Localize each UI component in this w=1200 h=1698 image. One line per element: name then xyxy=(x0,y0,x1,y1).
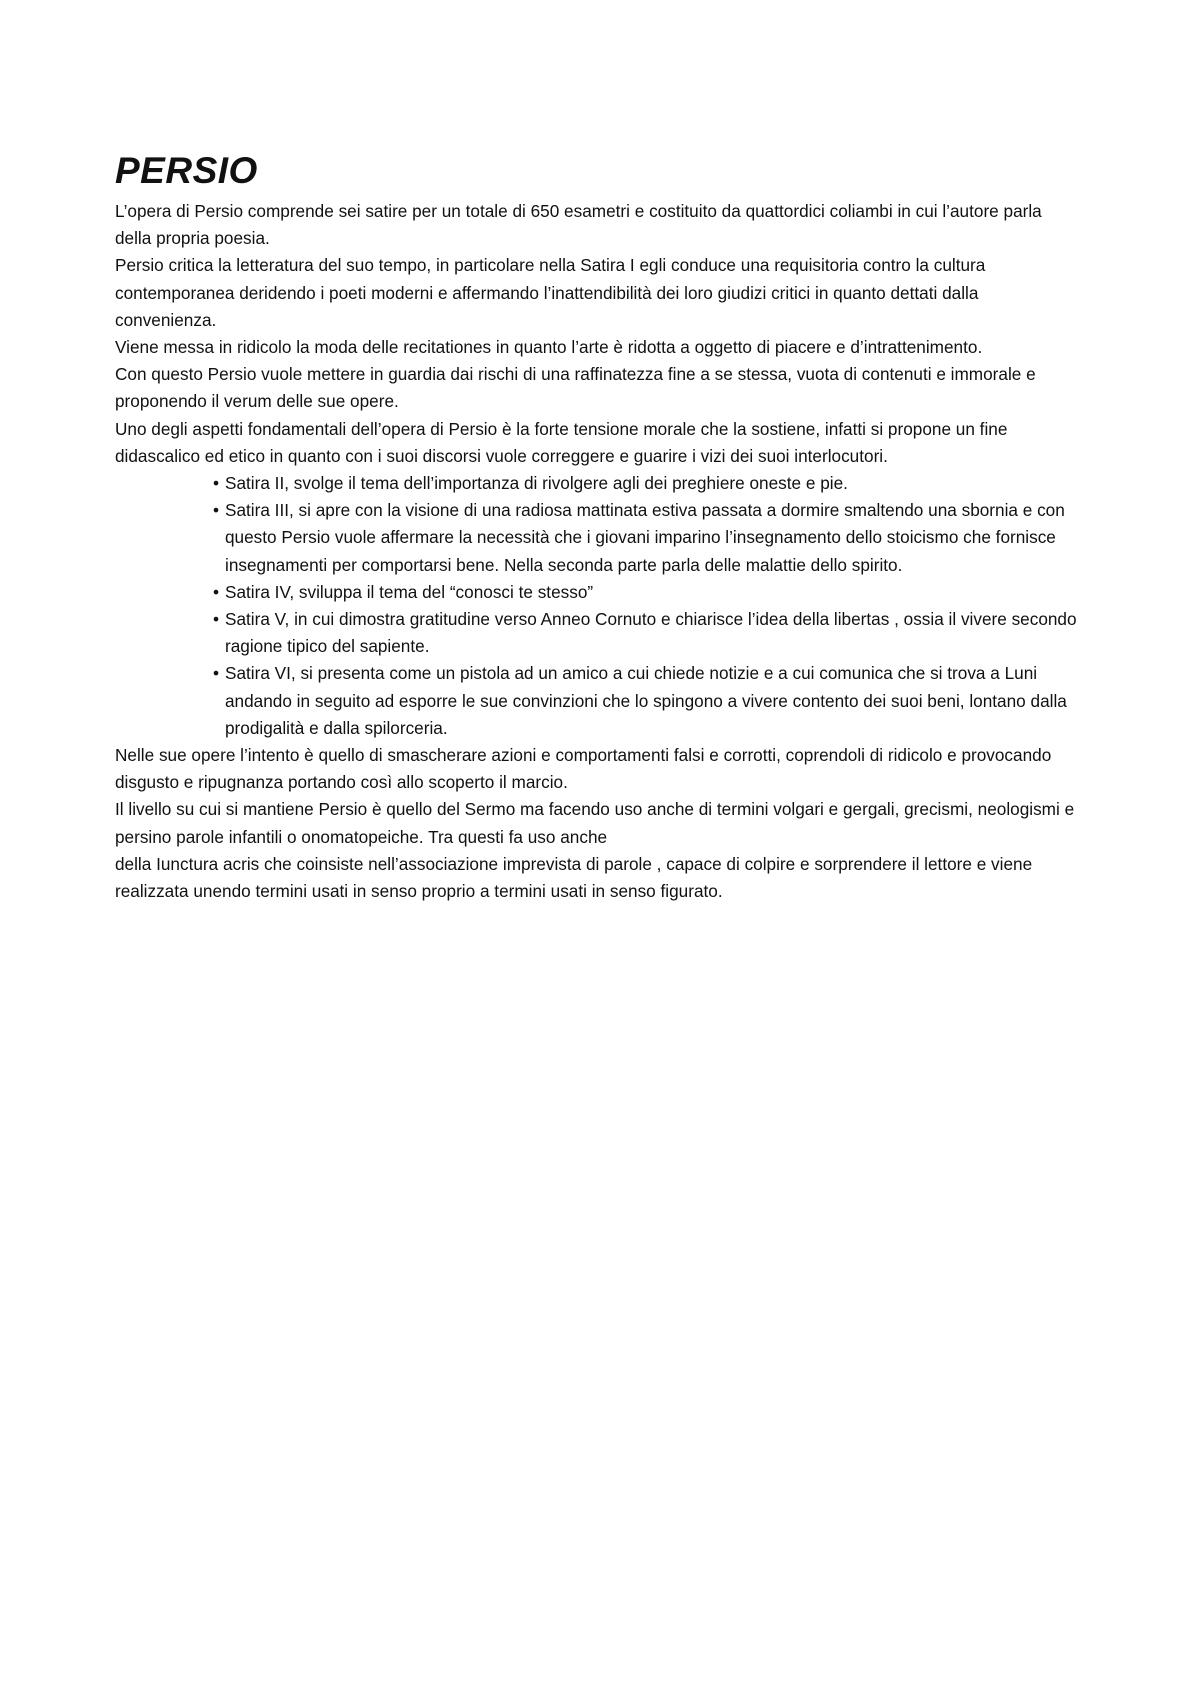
list-item-text: Satira II, svolge il tema dell’importanza di rivolgere agli dei preghiere oneste e pie. xyxy=(225,473,848,494)
list-item xyxy=(213,579,1080,606)
list-item xyxy=(213,470,1080,497)
paragraph-intento: Nelle sue opere l’intento è quello di smascherare azioni e comportamenti falsi e corrotti, coprendoli di ridicolo e provocando disgusto e ripugnanza portando così allo scoperto il marcio. xyxy=(115,745,1052,793)
bullet-icon: • xyxy=(213,473,220,494)
bullet-icon: • xyxy=(213,663,220,684)
paragraph-sermo: Il livello su cui si mantiene Persio è quello del Sermo ma facendo uso anche di termini volgari e gergali, grecismi, neologismi e persino parole infantili o onomatopeiche. Tra questi fa uso anche xyxy=(115,799,1075,847)
paragraph-iunctura-acris: della Iunctura acris che coinsiste nell’associazione imprevista di parole , capace di colpire e sorprendere il lettore e viene realizzata unendo termini usati in senso proprio a termini usati in senso figurato. xyxy=(115,853,1033,902)
paragraph-tensione-morale: Uno degli aspetti fondamentali dell’opera di Persio è la forte tensione morale che la sostiene, infatti si propone un fine didascalico ed etico in quanto con i suoi discorsi vuole correggere e guarire i vizi dei suoi interlocutori. xyxy=(115,418,1008,466)
bullet-icon: • xyxy=(213,500,220,521)
list-item xyxy=(213,606,1080,660)
list-item-text: Satira IV, sviluppa il tema del “conosci te stesso” xyxy=(225,581,594,602)
document-body xyxy=(115,150,1080,905)
bullet-icon: • xyxy=(213,581,220,602)
page-title: PERSIO xyxy=(115,150,258,191)
list-item xyxy=(213,497,1080,579)
list-item xyxy=(213,660,1080,742)
list-item-text: Satira V, in cui dimostra gratitudine verso Anneo Cornuto e chiarisce l’idea della libertas , ossia il vivere secondo ragione tipico del sapiente. xyxy=(225,609,1077,657)
bullet-icon: • xyxy=(213,609,220,630)
satire-list xyxy=(115,470,1080,742)
paragraph-satira-i: Persio critica la letteratura del suo tempo, in particolare nella Satira I egli conduce una requisitoria contro la cultura contemporanea deridendo i poeti moderni e affermando l’inattendibilità dei loro giudizi critici in quanto dettati dalla convenienza. xyxy=(115,255,986,330)
list-item-text: Satira VI, si presenta come un pistola ad un amico a cui chiede notizie e a cui comunica che si trova a Luni andando in seguito ad esporre le sue convinzioni che lo spingono a vivere contento dei suoi beni, lontano dalla prodigalità e dalla spilorceria. xyxy=(225,663,1067,738)
paragraph-recitationes: Viene messa in ridicolo la moda delle recitationes in quanto l’arte è ridotta a oggetto di piacere e d’intrattenimento. xyxy=(115,337,983,358)
paragraph-intro: L’opera di Persio comprende sei satire per un totale di 650 esametri e costituito da quattordici coliambi in cui l’autore parla della propria poesia. xyxy=(115,201,1042,249)
paragraph-verum: Con questo Persio vuole mettere in guardia dai rischi di una raffinatezza fine a se stessa, vuota di contenuti e immorale e proponendo il verum delle sue opere. xyxy=(115,364,1036,412)
list-item-text: Satira III, si apre con la visione di una radiosa mattinata estiva passata a dormire smaltendo una sbornia e con questo Persio vuole affermare la necessità che i giovani imparino l’insegnamento dello stoicismo che fornisce insegnamenti per comportarsi bene. Nella seconda parte parla delle malattie dello spirito. xyxy=(225,500,1065,575)
